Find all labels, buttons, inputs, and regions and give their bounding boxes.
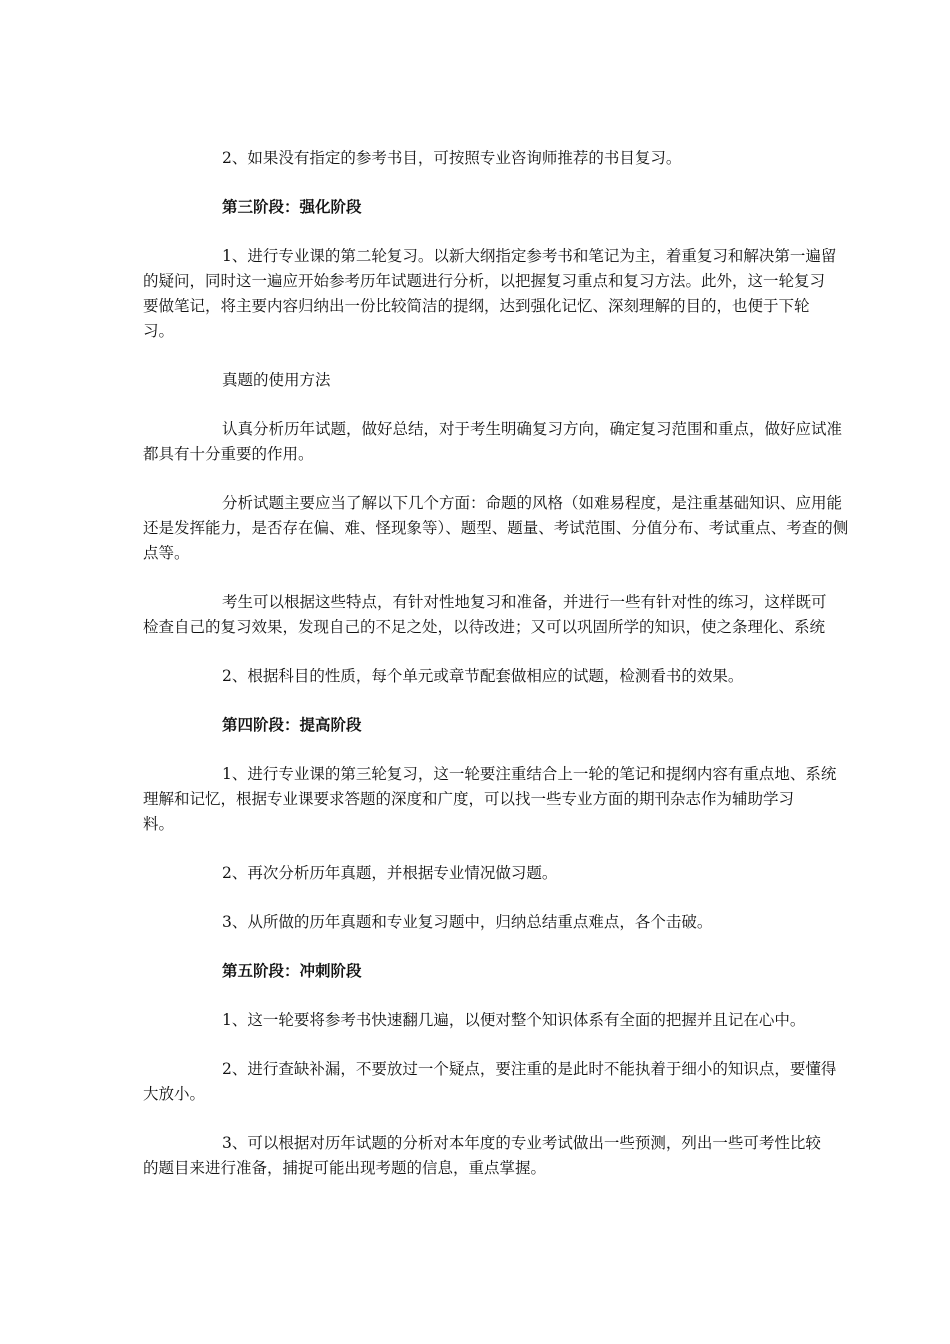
paragraph-line: 真题的使用方法 xyxy=(222,371,331,389)
paragraph xyxy=(143,590,950,640)
paragraph xyxy=(143,491,950,566)
paragraph-line: 2、进行查缺补漏，不要放过一个疑点，要注重的是此时不能执着于细小的知识点，要懂得 xyxy=(222,1060,837,1078)
paragraph-line: 料。 xyxy=(143,815,175,833)
paragraph xyxy=(143,1057,950,1107)
paragraph xyxy=(143,910,950,935)
paragraph xyxy=(143,762,950,837)
paragraph-line: 理解和记忆，根据专业课要求答题的深度和广度，可以找一些专业方面的期刊杂志作为辅助学习 xyxy=(143,790,795,808)
section-heading: 第四阶段：提高阶段 xyxy=(222,716,362,734)
paragraph-line: 认真分析历年试题，做好总结，对于考生明确复习方向，确定复习范围和重点，做好应试准 xyxy=(222,420,843,438)
paragraph-line: 1、进行专业课的第三轮复习，这一轮要注重结合上一轮的笔记和提纲内容有重点地、系统 xyxy=(222,765,837,783)
section-heading: 第五阶段：冲刺阶段 xyxy=(222,962,362,980)
paragraph-line: 1、这一轮要将参考书快速翻几遍，以便对整个知识体系有全面的把握并且记在心中。 xyxy=(222,1011,806,1029)
paragraph-line: 还是发挥能力，是否存在偏、难、怪现象等）、题型、题量、考试范围、分值分布、考试重点、考查的侧 xyxy=(143,519,849,537)
paragraph-line: 习。 xyxy=(143,322,175,340)
document-body xyxy=(143,146,950,1205)
paragraph-line: 2、根据科目的性质，每个单元或章节配套做相应的试题，检测看书的效果。 xyxy=(222,667,744,685)
paragraph-line: 点等。 xyxy=(143,544,190,562)
paragraph-line: 都具有十分重要的作用。 xyxy=(143,445,314,463)
paragraph-line: 的疑问，同时这一遍应开始参考历年试题进行分析，以把握复习重点和复习方法。此外，这一轮复习 xyxy=(143,272,826,290)
paragraph-line: 大放小。 xyxy=(143,1085,206,1103)
paragraph xyxy=(143,1131,950,1181)
paragraph-line: 考生可以根据这些特点，有针对性地复习和准备，并进行一些有针对性的练习，这样既可 xyxy=(222,593,827,611)
paragraph xyxy=(143,417,950,467)
paragraph xyxy=(143,1008,950,1033)
paragraph xyxy=(143,664,950,689)
paragraph-line: 检查自己的复习效果，发现自己的不足之处，以待改进；又可以巩固所学的知识，使之条理化、系统 xyxy=(143,618,826,636)
paragraph xyxy=(143,244,950,344)
paragraph xyxy=(143,146,950,171)
paragraph-line: 2、如果没有指定的参考书目，可按照专业咨询师推荐的书目复习。 xyxy=(222,149,682,167)
paragraph-line: 分析试题主要应当了解以下几个方面：命题的风格（如难易程度，是注重基础知识、应用能 xyxy=(222,494,843,512)
paragraph-line: 1、进行专业课的第二轮复习。以新大纲指定参考书和笔记为主，着重复习和解决第一遍留 xyxy=(222,247,837,265)
paragraph-line: 3、从所做的历年真题和专业复习题中，归纳总结重点难点，各个击破。 xyxy=(222,913,713,931)
section-heading: 第三阶段：强化阶段 xyxy=(222,198,362,216)
paragraph-line: 3、可以根据对历年试题的分析对本年度的专业考试做出一些预测，列出一些可考性比较 xyxy=(222,1134,821,1152)
paragraph xyxy=(143,861,950,886)
paragraph-line: 的题目来进行准备，捕捉可能出现考题的信息，重点掌握。 xyxy=(143,1159,547,1177)
paragraph xyxy=(143,368,950,393)
paragraph-line: 要做笔记，将主要内容归纳出一份比较简洁的提纲，达到强化记忆、深刻理解的目的，也便于下轮 xyxy=(143,297,810,315)
paragraph-line: 2、再次分析历年真题，并根据专业情况做习题。 xyxy=(222,864,558,882)
